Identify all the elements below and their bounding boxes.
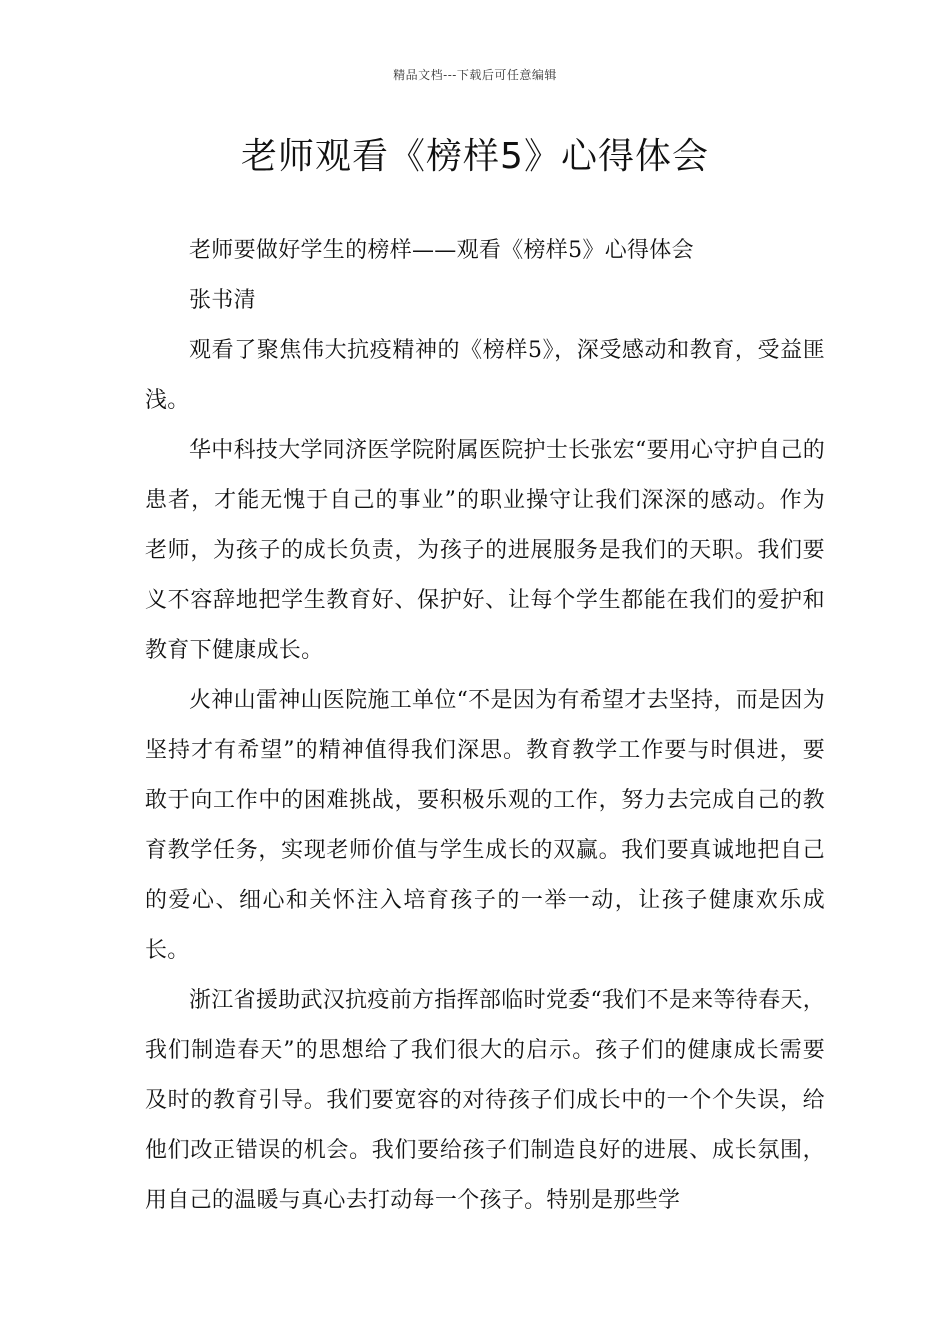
paragraph-4: 浙江省援助武汉抗疫前方指挥部临时党委“我们不是来等待春天，我们制造春天”的思想给了我们很大的启示。孩子们的健康成长需要及时的教育引导。我们要宽容的对待孩子们成长中的一个个失误，给他们改正错误的机会。我们要给孩子们制造良好的进展、成长氛围，用自己的温暖与真心去打动每一个孩子。特别是那些学 <box>145 988 825 1213</box>
header-note: 精品文档---下载后可任意编辑 <box>393 68 557 82</box>
document-title: 老师观看《榜样5》心得体会 <box>241 136 709 177</box>
document-body <box>145 226 825 1226</box>
paragraph-3: 火神山雷神山医院施工单位“不是因为有希望才去坚持，而是因为坚持才有希望”的精神值得我们深思。教育教学工作要与时俱进，要敢于向工作中的困难挑战，要积极乐观的工作，努力去完成自己的教育教学任务，实现老师价值与学生成长的双赢。我们要真诚地把自己的爱心、细心和关怀注入培育孩子的一举一动，让孩子健康欢乐成长。 <box>145 688 825 963</box>
paragraph-1: 观看了聚焦伟大抗疫精神的《榜样5》，深受感动和教育，受益匪浅。 <box>145 338 825 413</box>
paragraph-2: 华中科技大学同济医学院附属医院护士长张宏“要用心守护自己的患者，才能无愧于自己的事业”的职业操守让我们深深的感动。作为老师，为孩子的成长负责，为孩子的进展服务是我们的天职。我们要义不容辞地把学生教育好、保护好、让每个学生都能在我们的爱护和教育下健康成长。 <box>145 438 825 663</box>
subtitle-line: 老师要做好学生的榜样——观看《榜样5》心得体会 <box>189 238 694 263</box>
author-line: 张书清 <box>189 288 256 313</box>
